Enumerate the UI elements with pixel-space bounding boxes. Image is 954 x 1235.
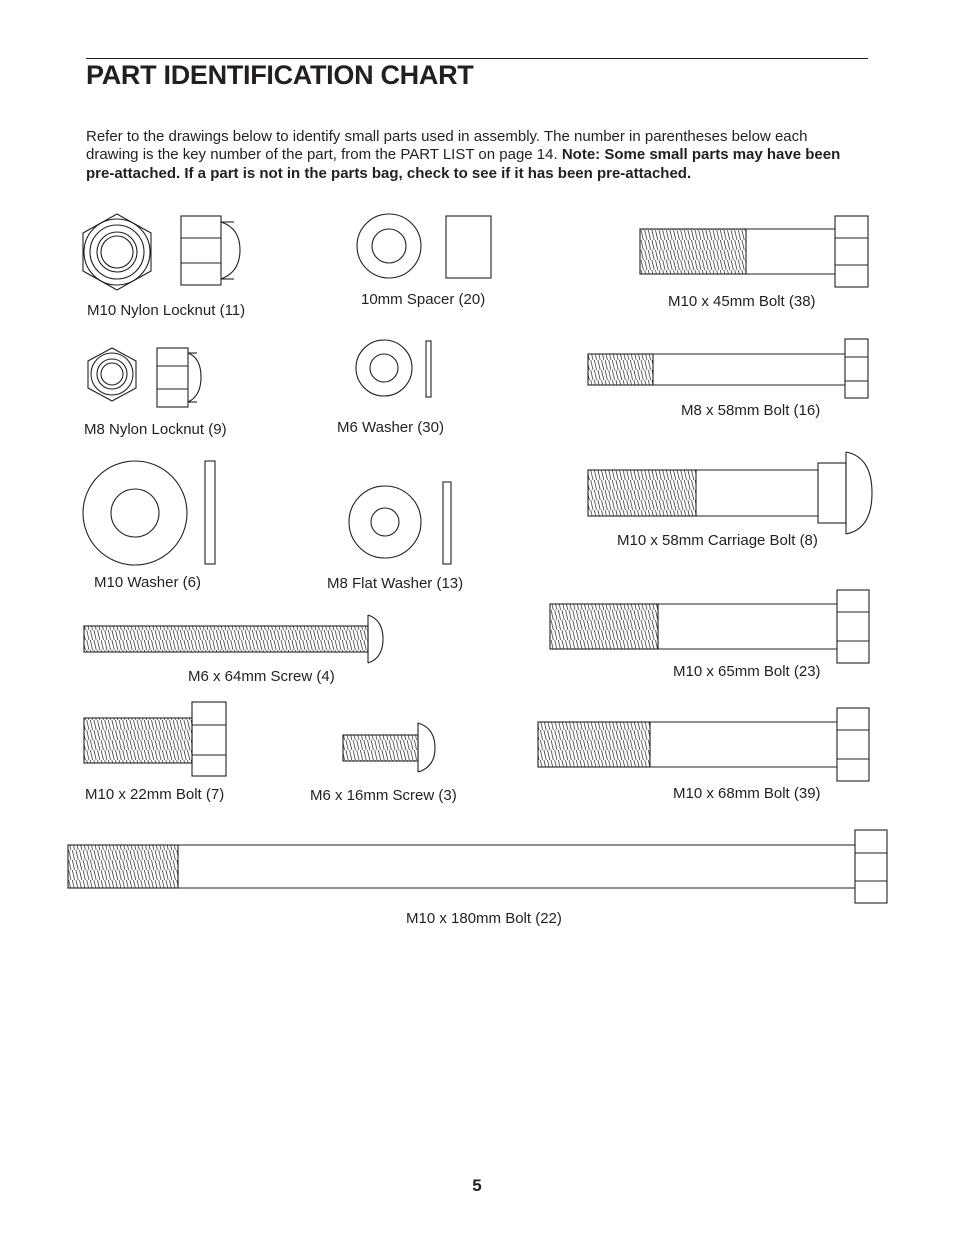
label-10mm-spacer: 10mm Spacer (20) xyxy=(361,291,486,308)
label-m8-nylon-locknut: M8 Nylon Locknut (9) xyxy=(84,421,227,438)
m10x180-bolt-drawing xyxy=(68,830,887,903)
label-m10x22-bolt: M10 x 22mm Bolt (7) xyxy=(85,786,225,803)
m10x22-bolt-drawing xyxy=(84,702,226,776)
label-m10x45-bolt: M10 x 45mm Bolt (38) xyxy=(668,293,816,310)
m6x16-screw-drawing xyxy=(343,723,435,772)
m10-nylon-locknut-drawing xyxy=(83,214,240,290)
m10x58-carriage-bolt-drawing xyxy=(588,452,872,534)
label-m10-washer: M10 Washer (6) xyxy=(94,574,201,591)
label-m10-nylon-locknut: M10 Nylon Locknut (11) xyxy=(87,302,246,319)
m8-flat-washer-drawing xyxy=(349,482,451,564)
m8x58-bolt-drawing xyxy=(588,339,868,398)
label-m6x16-screw: M6 x 16mm Screw (3) xyxy=(310,787,457,804)
m6-washer-drawing xyxy=(356,340,431,397)
label-m8x58-bolt: M8 x 58mm Bolt (16) xyxy=(681,402,821,419)
label-m6-washer: M6 Washer (30) xyxy=(337,419,444,436)
label-m10x68-bolt: M10 x 68mm Bolt (39) xyxy=(673,785,821,802)
label-m10x58-carriage-bolt: M10 x 58mm Carriage Bolt (8) xyxy=(617,532,818,549)
m10x65-bolt-drawing xyxy=(550,590,869,663)
spacer-10mm-drawing xyxy=(357,214,491,278)
m8-nylon-locknut-drawing xyxy=(88,348,201,407)
m6x64-screw-drawing xyxy=(84,615,383,663)
label-m10x180-bolt: M10 x 180mm Bolt (22) xyxy=(406,910,562,927)
m10x45-bolt-drawing xyxy=(640,216,868,287)
label-m10x65-bolt: M10 x 65mm Bolt (23) xyxy=(673,663,821,680)
intro-text: Refer to the drawings below to identify small parts used in assembly. The number in parentheses below each drawing is the key number of the part, from the PART LIST on page 14. xyxy=(86,128,808,164)
label-m8-flat-washer: M8 Flat Washer (13) xyxy=(327,575,464,592)
page-title: PART IDENTIFICATION CHART xyxy=(86,60,474,90)
m10x68-bolt-drawing xyxy=(538,708,869,781)
m10-washer-drawing xyxy=(83,461,215,565)
intro-note: Note: Some small parts may have been pre-attached. If a part is not in the parts bag, check to see if it has been pre-attached. xyxy=(86,146,841,182)
page-number: 5 xyxy=(472,1176,482,1195)
label-m6x64-screw: M6 x 64mm Screw (4) xyxy=(188,668,335,685)
